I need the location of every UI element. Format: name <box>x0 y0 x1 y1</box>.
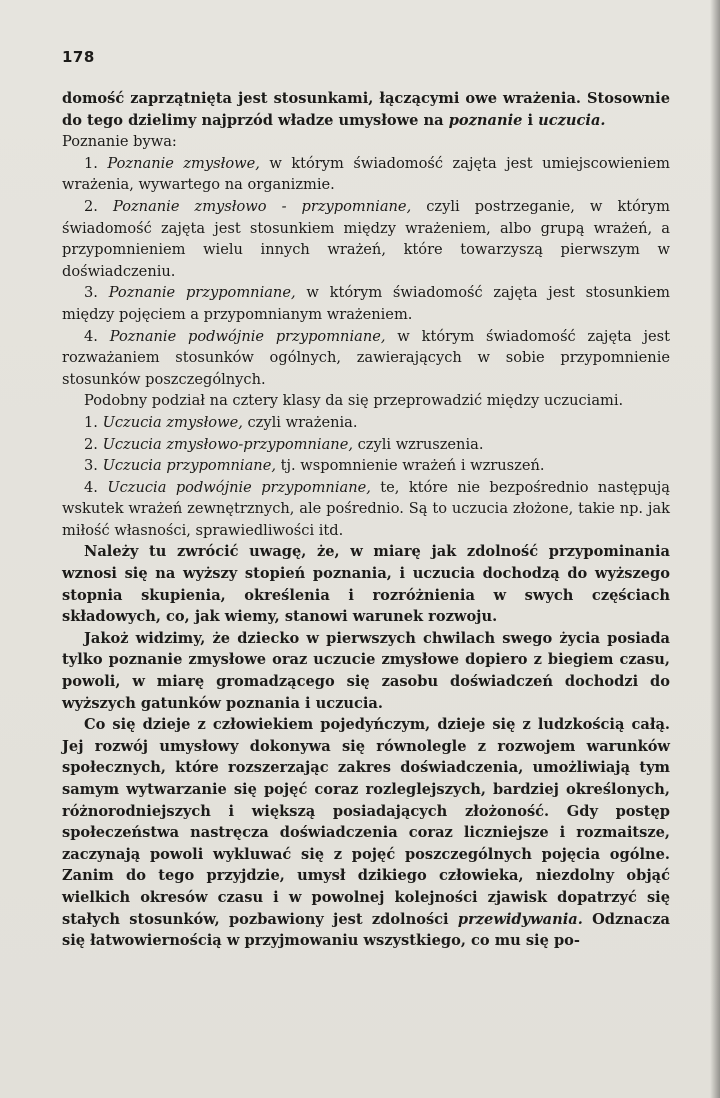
text-run: tj. wspomnienie wrażeń i wzruszeń. <box>275 457 545 475</box>
text-run: domość zaprzątnięta jest stosunkami, łączącymi owe wrażenia. Stosownie do tego dzielimy najprzód władze umysłowe na <box>62 90 670 129</box>
text-run: 2. <box>84 197 113 215</box>
text-run: 4. <box>84 478 108 496</box>
text-run: w którym świadomość zajęta jest umiejscowieniem wrażenia, wywartego na organizmie. <box>62 154 670 194</box>
italic-term: Poznanie przypomniane, <box>108 284 296 302</box>
text-run: 4. <box>84 327 110 345</box>
paragraph <box>62 541 670 627</box>
text-run: Co się dzieje z człowiekiem pojedyńczym, dzieje się z ludzkością całą. Jej rozwój umysłowy dokonywa się równolegle z rozwojem warunków społecznych, które rozszerzając zakres doświadczenia, umożliwiają tym samym wytwarzanie się pojęć coraz rozleglejszych, bardziej określonych, różnorodniejszych i większą posiadających złożoność. Gdy postęp społeczeństwa nastręcza doświadczenia coraz liczniejsze i rozmaitsze, zaczynają powoli wykluwać się z pojęć poszczególnych pojęcia ogólne. Zanim do tego przyjdzie, umysł dzikiego człowieka, niezdolny objąć wielkich okresów czasu i w powolnej kolejności zjawisk dopatrzyć się stałych stosunków, pozbawiony jest zdolności <box>62 716 670 928</box>
text-run: 2. <box>84 435 103 453</box>
text-run: Należy tu zwrócić uwagę, że, w miarę jak zdolność przypominania wznosi się na wyższy stopień poznania, i uczucia dochodzą do wyższego stopnia skupienia, określenia i rozróżnienia w swych częściach składowych, co, jak wiemy, stanowi warunek rozwoju. <box>62 543 670 626</box>
italic-term: poznanie <box>448 111 523 129</box>
text-run: w którym świadomość zajęta jest rozważaniem stosunków ogólnych, zawierających w sobie przypomnienie stosunków poszczególnych. <box>62 327 670 388</box>
text-run: Podobny podział na cztery klasy da się przeprowadzić między uczuciami. <box>84 392 624 410</box>
italic-term: uczucia. <box>538 111 606 129</box>
text-run: 1. <box>84 413 103 431</box>
paragraph <box>62 477 670 542</box>
page-number: 178 <box>62 48 95 66</box>
italic-term: Uczucia zmysłowo-przypomniane, <box>102 435 353 453</box>
italic-term: Uczucia zmysłowe, <box>102 413 243 431</box>
paragraph <box>62 88 670 131</box>
text-run: czyli wrażenia. <box>242 413 358 431</box>
paragraph <box>62 326 670 391</box>
text-run: Poznanie bywa: <box>62 133 177 151</box>
italic-term: Poznanie zmysłowo - przypomniane, <box>112 197 412 215</box>
text-run: 3. <box>84 284 109 302</box>
body-text <box>62 88 670 952</box>
italic-term: przewidywania. <box>457 910 583 928</box>
italic-term: Poznanie podwójnie przypomniane, <box>109 327 386 345</box>
text-run: czyli postrzeganie, w którym świadomość zajęta jest stosunkiem między wrażeniem, albo grupą wrażeń, a przypomnieniem wielu innych wrażeń, które towarzyszą pierwszym w doświadczeniu. <box>62 197 670 280</box>
paragraph <box>62 714 670 952</box>
text-run: Jakoż widzimy, że dziecko w pierwszych chwilach swego życia posiada tylko poznanie zmysłowe oraz uczucie zmysłowe dopiero z biegiem czasu, powoli, w miarę gromadzącego się zasobu doświadczeń dochodzi do wyższych gatunków poznania i uczucia. <box>62 629 670 712</box>
paragraph <box>62 455 670 477</box>
paragraph <box>62 628 670 714</box>
paragraph <box>62 131 670 153</box>
italic-term: Uczucia przypomniane, <box>102 457 276 475</box>
paragraph <box>62 153 670 196</box>
text-run: czyli wzruszenia. <box>352 435 484 453</box>
paragraph <box>62 196 670 282</box>
text-run: w którym świadomość zajęta jest stosunkiem między pojęciem a przypomnianym wrażeniem. <box>62 284 670 323</box>
paragraph <box>62 412 670 434</box>
paragraph <box>62 390 670 412</box>
text-run: i <box>522 111 539 129</box>
text-run: 3. <box>84 457 103 475</box>
italic-term: Uczucia podwójnie przypomniane, <box>107 478 371 496</box>
text-run: 1. <box>84 154 108 172</box>
paragraph <box>62 434 670 456</box>
paragraph <box>62 282 670 325</box>
page-edge-shadow <box>710 0 720 1098</box>
text-run: Odznacza się łatwowiernością w przyjmowaniu wszystkiego, co mu się po- <box>62 910 670 950</box>
text-run: te, które nie bezpośrednio następują wskutek wrażeń zewnętrznych, ale pośrednio. Są to uczucia złożone, takie np. jak miłość własności, sprawiedliwości itd. <box>62 478 670 539</box>
italic-term: Poznanie zmysłowe, <box>107 154 260 172</box>
